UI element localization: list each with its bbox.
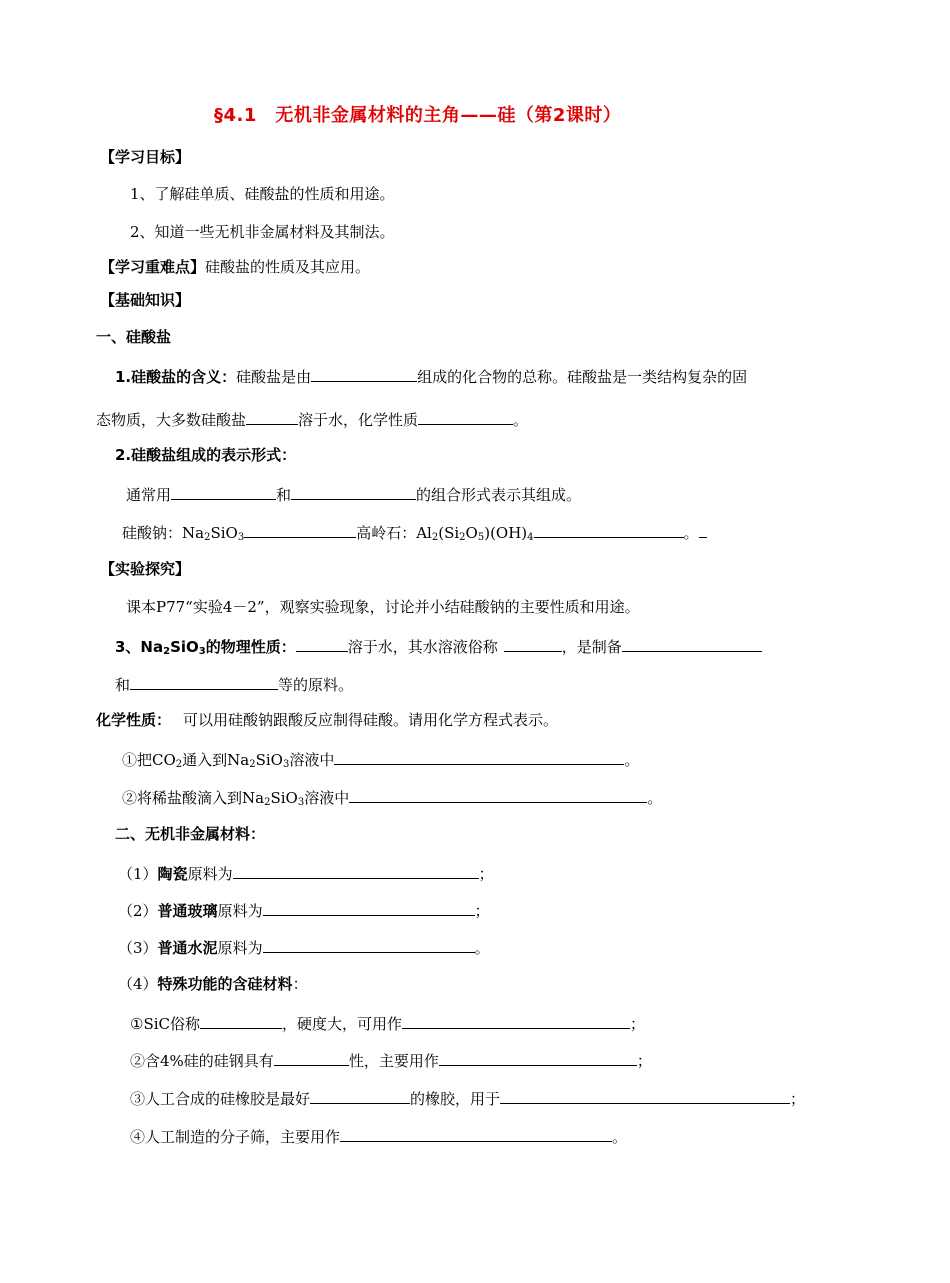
special-silicone-rubber: ③人工合成的硅橡胶是最好 的橡胶，用于 ； xyxy=(130,1087,805,1109)
section2-heading: 二、无机非金属材料： xyxy=(115,825,266,843)
blank-sic-name[interactable] xyxy=(200,1012,282,1029)
blank-rubber-property[interactable] xyxy=(310,1087,410,1104)
section1-heading: 一、硅酸盐 xyxy=(96,328,172,346)
goal-item-1: 1、了解硅单质、硅酸盐的性质和用途。 xyxy=(130,185,395,203)
key-text: 硅酸盐的性质及其应用。 xyxy=(205,258,371,276)
chem-item-2: ②将稀盐酸滴入到$Na_2SiO_3$溶液中 。 xyxy=(122,786,662,808)
blank-glass-raw[interactable] xyxy=(263,899,475,916)
blank-steel-use[interactable] xyxy=(439,1049,637,1066)
physical-label: 3、$Na_2SiO_3$的物理性质： xyxy=(115,638,296,657)
material-special: （4）特殊功能的含硅材料： xyxy=(118,975,308,993)
blank-form-2[interactable] xyxy=(291,483,416,500)
chem-item-1: ①把$CO_2$通入到$Na_2SiO_3$溶液中 。 xyxy=(122,748,639,770)
blank-common-name[interactable] xyxy=(504,635,562,652)
blank-sodium-silicate-oxide-form[interactable] xyxy=(244,521,356,538)
page-title: §4.1 无机非金属材料的主角——硅（第2课时） xyxy=(214,105,622,126)
blank-physical-solubility[interactable] xyxy=(296,635,348,652)
experiment-heading: 【实验探究】 xyxy=(100,560,191,578)
silicate-definition: 1.硅酸盐的含义：硅酸盐是由 组成的化合物的总称。硅酸盐是一类结构复杂的固 xyxy=(115,365,747,387)
physical-properties-cont: 和 等的原料。 xyxy=(115,673,353,695)
experiment-text: 课本P77“实验4－2”，观察实验现象，讨论并小结硅酸钠的主要性质和用途。 xyxy=(126,598,640,616)
blank-equation-2[interactable] xyxy=(349,786,647,803)
blank-equation-1[interactable] xyxy=(334,748,624,765)
blank-chemical-property[interactable] xyxy=(418,408,513,425)
special-sic: ①SiC俗称 ，硬度大，可用作 ； xyxy=(130,1012,645,1034)
definition-label: 1.硅酸盐的含义： xyxy=(115,368,237,386)
blank-silicate-composition[interactable] xyxy=(311,365,417,382)
material-glass: （2）普通玻璃原料为 ； xyxy=(118,899,490,921)
blank-ceramics-raw[interactable] xyxy=(233,862,479,879)
blank-kaolinite-oxide-form[interactable] xyxy=(534,521,684,538)
chemical-properties: 化学性质： 可以用硅酸钠跟酸反应制得硅酸。请用化学方程式表示。 xyxy=(96,711,559,729)
key-heading: 【学习重难点】 xyxy=(100,258,206,276)
goal-item-2: 2、知道一些无机非金属材料及其制法。 xyxy=(130,223,395,241)
blank-sieve-use[interactable] xyxy=(340,1125,612,1142)
material-ceramics: （1）陶瓷原料为 ； xyxy=(118,862,494,884)
silicate-definition-cont: 态物质，大多数硅酸盐 溶于水，化学性质 。 xyxy=(96,408,528,430)
blank-cement-raw[interactable] xyxy=(263,936,475,953)
blank-steel-property[interactable] xyxy=(274,1049,349,1066)
material-cement: （3）普通水泥原料为 。 xyxy=(118,936,490,958)
representation-examples: 硅酸钠：$Na_2SiO_3$ 高岭石：$Al_2(Si_2O_5)(OH)_4$ 。 xyxy=(122,521,707,543)
blank-solubility[interactable] xyxy=(246,408,298,425)
special-molecular-sieve: ④人工制造的分子筛，主要用作 。 xyxy=(130,1125,627,1147)
blank-use-2[interactable] xyxy=(130,673,278,690)
physical-properties: 3、$Na_2SiO_3$的物理性质： 溶于水，其水溶液俗称 ，是制备 xyxy=(115,635,762,657)
blank-form-1[interactable] xyxy=(171,483,276,500)
blank-sic-use[interactable] xyxy=(402,1012,630,1029)
representation-text: 通常用 和 的组合形式表示其组成。 xyxy=(126,483,581,505)
basics-heading: 【基础知识】 xyxy=(100,291,191,309)
key-points xyxy=(100,257,370,277)
blank-use-1[interactable] xyxy=(622,635,762,652)
goals-heading: 【学习目标】 xyxy=(100,148,191,166)
representation-label: 2.硅酸盐组成的表示形式： xyxy=(115,446,297,464)
blank-rubber-use[interactable] xyxy=(500,1087,790,1104)
chemical-label: 化学性质： xyxy=(96,711,172,729)
special-silicon-steel: ②含4%硅的硅钢具有 性，主要用作 ； xyxy=(130,1049,652,1071)
